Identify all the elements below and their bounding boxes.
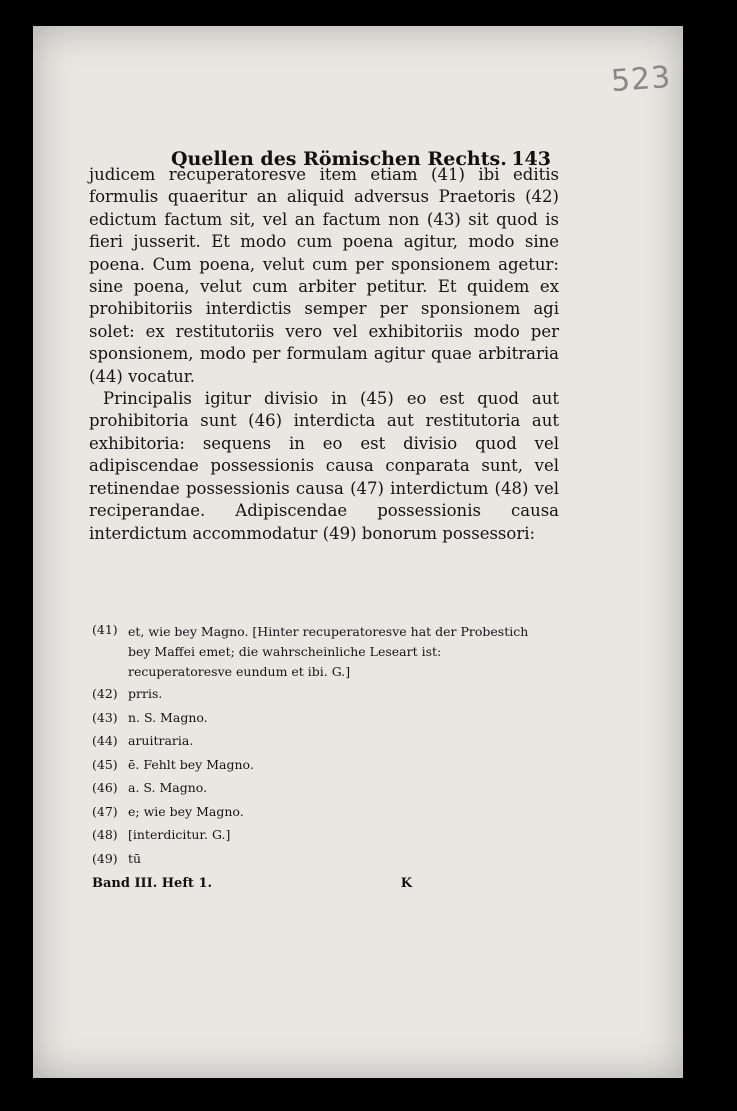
footnote-text: aruitraria. [128, 733, 194, 748]
footnote-number: (43) [92, 709, 118, 725]
running-title: Quellen des Römischen Rechts. [171, 148, 507, 170]
footnote-text: e; wie bey Magno. [128, 803, 244, 819]
footnote-number: (47) [92, 803, 118, 819]
footnote-number: (46) [92, 780, 118, 795]
footnote-number: (41) [92, 622, 118, 637]
footnote-number: (45) [92, 756, 118, 772]
footnote-number: (42) [92, 686, 118, 701]
footnote [92, 800, 532, 824]
footnote [92, 753, 532, 777]
paragraph-2: Principalis igitur divisio in (45) eo est quod aut prohibitoria sunt (46) interdicta aut restitutoria aut exhibitoria: sequens in eo est divisio quod vel adipiscendae possessionis causa conparata sunt, vel retinendae possessionis causa (47) interdictum (48) vel reciperandae. Adipiscendae possessionis causa interdictum accommodatur (49) bonorum possessori: [89, 389, 559, 543]
footnote-number: (49) [92, 850, 118, 866]
footnote [92, 823, 532, 847]
footnote [92, 706, 532, 730]
footnotes [92, 620, 532, 870]
signature-mark: K [400, 876, 412, 891]
paragraph-1: judicem recuperatoresve item etiam (41) ibi editis formulis quaeritur an aliquid adversus Praetoris (42) edictum factum sit, vel an factum non (43) sit quod is fieri jusserit. Et modo cum poena agitur, modo sine poena. Cum poena, velut cum per sponsionem agetur: sine poena, velut cum arbiter petitur. Et quidem ex prohibitoriis interdictis semper per sponsionem agi solet: ex restitutoriis vero vel exhibitoriis modo per sponsionem, modo per formulam agitur quae arbitraria (44) vocatur. [89, 165, 559, 386]
footnote [92, 620, 532, 682]
footnote-number: (48) [92, 827, 118, 842]
footnote-text: tū [128, 850, 142, 866]
page-number: 143 [511, 148, 551, 170]
volume-label: Band III. Heft 1. [92, 876, 213, 891]
footnote-text: [interdicitur. G.] [128, 827, 231, 842]
page-footer [92, 876, 412, 891]
footnote [92, 729, 532, 753]
footnote-number: (44) [92, 733, 118, 748]
footnote-text: n. S. Magno. [128, 709, 208, 725]
footnote-text: ē. Fehlt bey Magno. [128, 756, 254, 772]
archive-number: 523 [609, 59, 673, 100]
footnote-text: a. S. Magno. [128, 780, 208, 795]
main-text [89, 164, 559, 545]
footnote [92, 776, 532, 800]
footnote [92, 847, 532, 871]
footnote-text: prris. [128, 686, 163, 701]
footnote-text: et, wie bey Magno. [Hinter recuperatoresve hat der Probestich bey Maffei emet; die wahrscheinliche Leseart ist: recuperatoresve eundum et ibi. G.] [128, 624, 529, 679]
footnote [92, 682, 532, 706]
